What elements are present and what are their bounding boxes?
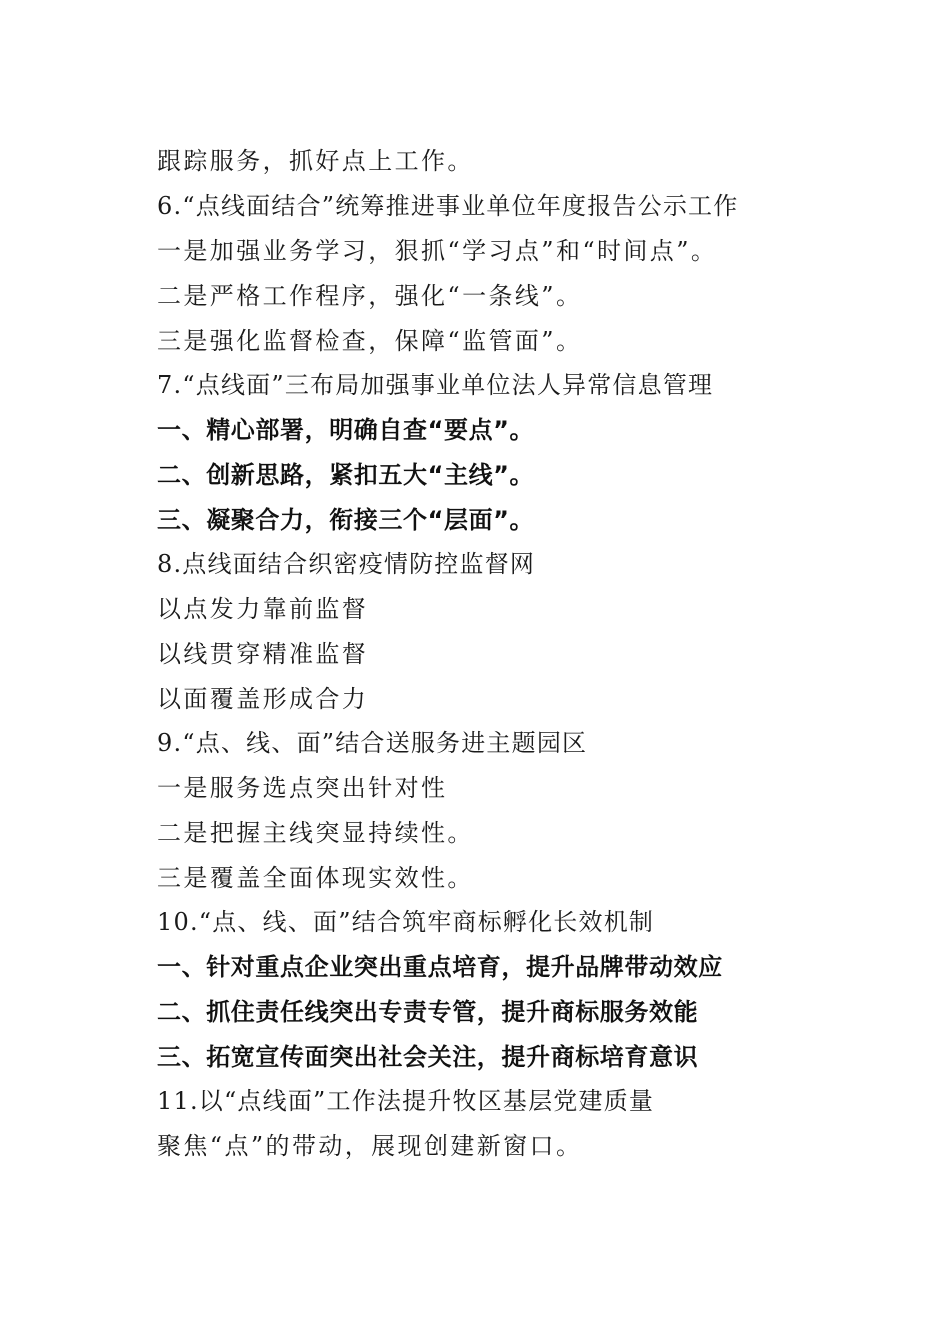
bold-text-line: 三、凝聚合力，衔接三个“层面”。 xyxy=(157,506,535,534)
bold-text-line: 一、精心部署，明确自查“要点”。 xyxy=(157,416,535,444)
section-heading-10: 10.“点、线、面”结合筑牢商标孵化长效机制 xyxy=(157,908,655,936)
bold-text-line: 二、抓住责任线突出专责专管，提升商标服务效能 xyxy=(157,998,699,1026)
text-line: 二是严格工作程序，强化“一条线”。 xyxy=(157,282,583,310)
text-line: 三是强化监督检查，保障“监管面”。 xyxy=(157,327,583,355)
text-line: 聚焦“点”的带动，展现创建新窗口。 xyxy=(157,1132,583,1160)
text-line: 三是覆盖全面体现实效性。 xyxy=(157,864,474,892)
section-heading-8: 8.点线面结合织密疫情防控监督网 xyxy=(157,550,536,578)
section-heading-9: 9.“点、线、面”结合送服务进主题园区 xyxy=(157,729,588,757)
bold-text-line: 一、针对重点企业突出重点培育，提升品牌带动效应 xyxy=(157,953,723,981)
text-line: 一是加强业务学习，狠抓“学习点”和“时间点”。 xyxy=(157,237,718,265)
bold-text-line: 二、创新思路，紧扣五大“主线”。 xyxy=(157,461,535,489)
text-line: 二是把握主线突显持续性。 xyxy=(157,819,474,847)
section-heading-7: 7.“点线面”三布局加强事业单位法人异常信息管理 xyxy=(157,371,714,399)
section-heading-6: 6.“点线面结合”统筹推进事业单位年度报告公示工作 xyxy=(157,192,739,220)
bold-text-line: 三、拓宽宣传面突出社会关注，提升商标培育意识 xyxy=(157,1043,699,1071)
text-line: 以点发力靠前监督 xyxy=(157,595,369,623)
text-line: 一是服务选点突出针对性 xyxy=(157,774,448,802)
text-line: 以面覆盖形成合力 xyxy=(157,685,369,713)
section-heading-11: 11.以“点线面”工作法提升牧区基层党建质量 xyxy=(157,1087,655,1115)
text-line: 跟踪服务，抓好点上工作。 xyxy=(157,147,474,175)
text-line: 以线贯穿精准监督 xyxy=(157,640,369,668)
